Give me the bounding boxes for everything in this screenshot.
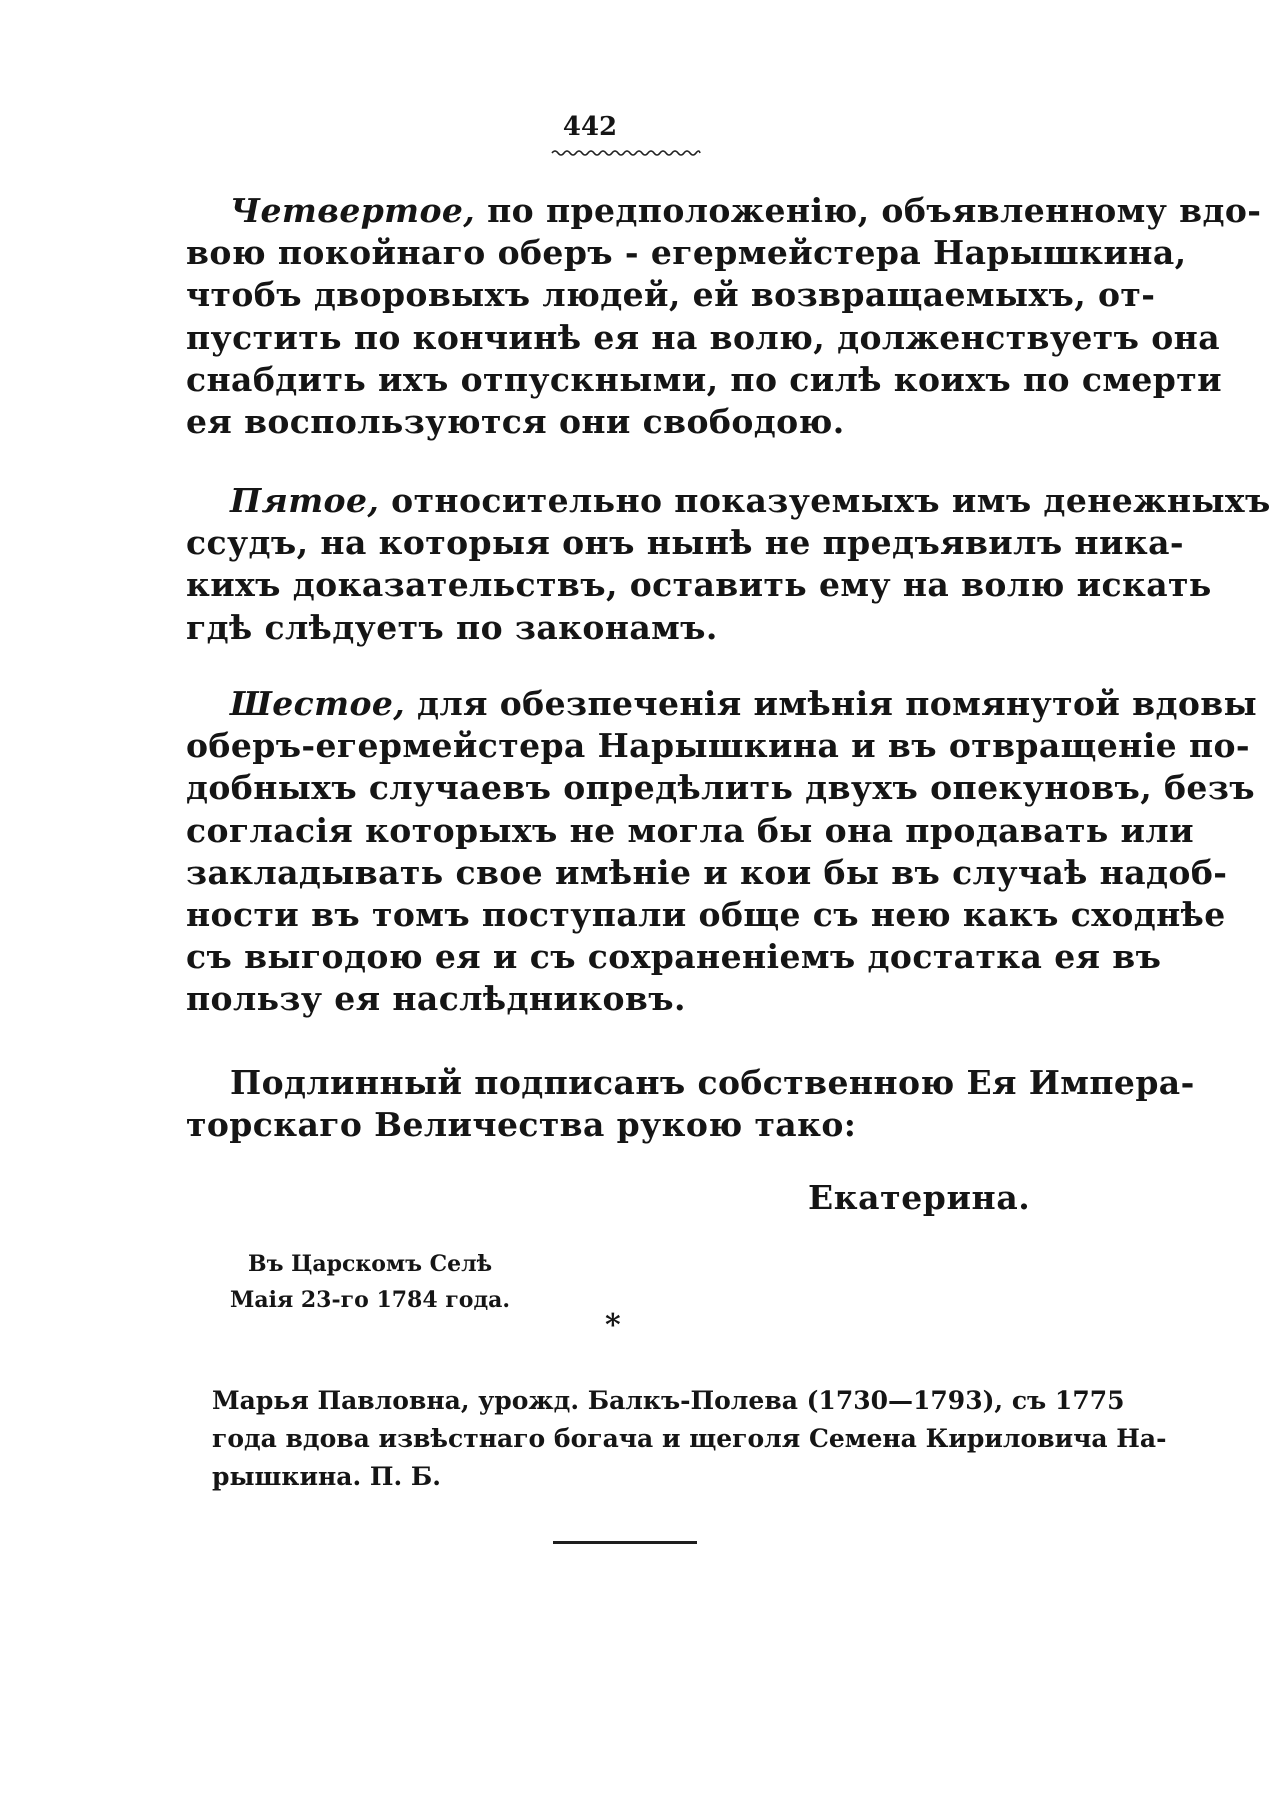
- paragraph-line: снабдить ихъ отпускными, по силѣ коихъ по смерти: [186, 359, 1222, 399]
- paragraph-fifth: [186, 480, 1271, 649]
- paragraph-fourth: [186, 190, 1262, 443]
- footnote-line: Марья Павловна, урожд. Балкъ-Полева (1730—1793), съ 1775: [212, 1386, 1125, 1415]
- paragraph-lead: Пятое,: [230, 481, 380, 520]
- closing-statement: [186, 1062, 1195, 1146]
- paragraph-line: ности въ томъ поступали обще съ нею какъ сходнѣе: [186, 895, 1226, 935]
- paragraph-line: гдѣ слѣдуетъ по законамъ.: [186, 607, 718, 647]
- footnote-line: года вдова извѣстнаго богача и щеголя Семена Кириловича На-: [212, 1424, 1167, 1453]
- place-date: [230, 1246, 510, 1318]
- signature: Екатерина.: [808, 1178, 1031, 1217]
- asterism: *: [605, 1308, 621, 1343]
- paragraph-lead: Четвертое,: [230, 191, 476, 230]
- paragraph-line: торскаго Величества рукою тако:: [186, 1105, 857, 1145]
- paragraph-line: вою покойнаго оберъ - егермейстера Нарышкина,: [186, 233, 1187, 273]
- paragraph-line: добныхъ случаевъ опредѣлить двухъ опекуновъ, безъ: [186, 768, 1255, 808]
- wavy-rule-ornament: [552, 148, 700, 158]
- paragraph-line: закладывать свое имѣніе и кои бы въ случаѣ надоб-: [186, 852, 1228, 892]
- footnote: [212, 1382, 1167, 1496]
- footnote-line: рышкина. П. Б.: [212, 1462, 441, 1491]
- paragraph-line: согласія которыхъ не могла бы она продавать или: [186, 810, 1194, 850]
- paragraph-line: Пятое, относительно показуемыхъ имъ денежныхъ: [230, 481, 1271, 520]
- paragraph-line: Подлинный подписанъ собственною Ея Импера-: [230, 1063, 1195, 1102]
- page-number: 442: [562, 112, 618, 142]
- place-line: Въ Царскомъ Селѣ: [247, 1251, 493, 1277]
- paragraph-line: кихъ доказательствъ, оставить ему на волю искать: [186, 565, 1212, 605]
- paragraph-line: ея воспользуются они свободою.: [186, 402, 845, 442]
- paragraph-line: оберъ-егермейстера Нарышкина и въ отвращеніе по-: [186, 726, 1251, 766]
- paragraph-line: чтобъ дворовыхъ людей, ей возвращаемыхъ, от-: [186, 275, 1156, 315]
- paragraph-line: съ выгодою ея и съ сохраненіемъ достатка ея въ: [186, 937, 1162, 977]
- paragraph-line: ссудъ, на которыя онъ нынѣ не предъявилъ никa-: [186, 523, 1184, 563]
- end-rule: [553, 1541, 697, 1544]
- paragraph-line: пользу ея наслѣдниковъ.: [186, 979, 686, 1019]
- paragraph-sixth: [186, 683, 1258, 1021]
- paragraph-lead: Шестое,: [230, 684, 406, 723]
- paragraph-line: пустить по кончинѣ ея на волю, долженствуетъ она: [186, 317, 1220, 357]
- date-line: Маія 23-го 1784 года.: [230, 1287, 511, 1313]
- paragraph-line: Шестое, для обезпеченія имѣнія помянутой вдовы: [230, 684, 1258, 723]
- paragraph-line: Четвертое, по предположенію, объявленному вдо-: [230, 191, 1262, 230]
